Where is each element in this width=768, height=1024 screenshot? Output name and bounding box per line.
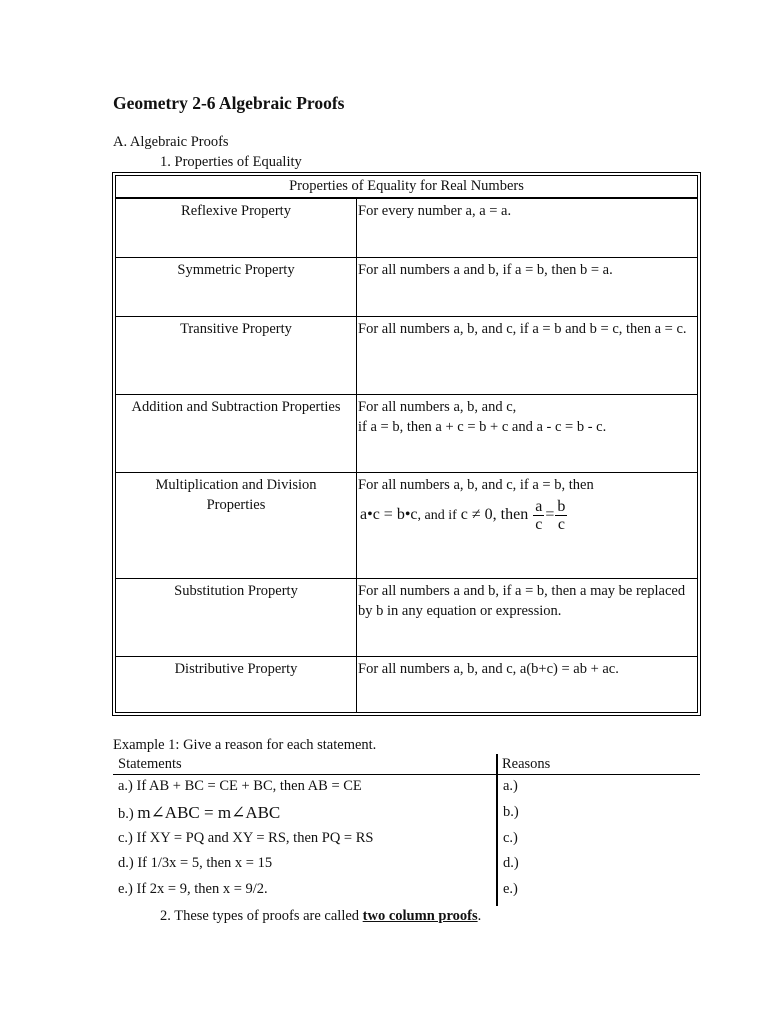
- fraction-b-over-c: [555, 498, 567, 533]
- properties-table-inner: [115, 175, 698, 713]
- property-description: For all numbers a and b, if a = b, then b = a.: [358, 262, 613, 278]
- formula-product: a•c = b•c: [360, 505, 418, 523]
- statement-b: [118, 803, 280, 823]
- statement-c: c.) If XY = PQ and XY = RS, then PQ = RS: [118, 830, 374, 846]
- property-name: Reflexive Property: [181, 203, 291, 219]
- table-row: [116, 317, 697, 395]
- property-description: For every number a, a = a.: [358, 203, 512, 219]
- statements-header: Statements: [118, 756, 182, 772]
- reason-a: a.): [503, 778, 518, 794]
- property-name: Addition and Subtraction Properties: [131, 399, 341, 415]
- desc-line-1: For all numbers a, b, and c,: [358, 399, 517, 415]
- desc-line-2: if a = b, then a + c = b + c and a - c = b - c.: [358, 418, 607, 435]
- denominator: c: [557, 515, 565, 533]
- table-row: [116, 657, 697, 714]
- closing-bold: two column proofs: [362, 908, 478, 924]
- closing-statement: [160, 908, 481, 925]
- reason-c: c.): [503, 830, 518, 846]
- table-header: Properties of Equality for Real Numbers: [116, 176, 697, 199]
- closing-prefix: 2. These types of proofs are called: [160, 908, 363, 924]
- property-description: For all numbers a and b, if a = b, then a may be replaced by b in any equation or expression.: [358, 583, 686, 619]
- property-name: Distributive Property: [174, 661, 298, 677]
- column-divider: [496, 754, 498, 906]
- statement-label: b.): [118, 806, 134, 822]
- numerator: b: [557, 497, 566, 515]
- formula-condition: c ≠ 0, then: [460, 505, 529, 523]
- numerator: a: [535, 497, 543, 515]
- table-row: [116, 473, 697, 579]
- formula-equals: =: [545, 505, 555, 523]
- table-row: [116, 258, 697, 317]
- property-name: Transitive Property: [180, 321, 292, 337]
- reasons-header: Reasons: [502, 756, 551, 772]
- properties-table: [112, 172, 701, 716]
- desc-text: For all numbers a, b, and c, if a = b, then: [358, 477, 594, 493]
- property-description: [358, 398, 693, 437]
- table-row: [116, 579, 697, 657]
- property-name: Substitution Property: [174, 583, 298, 599]
- denominator: c: [535, 515, 543, 533]
- property-name: Symmetric Property: [177, 262, 295, 278]
- fraction-a-over-c: [533, 498, 544, 533]
- reason-e: e.): [503, 881, 518, 897]
- formula-and: , and if: [417, 507, 457, 523]
- section-heading: A. Algebraic Proofs: [113, 134, 229, 150]
- example-title: Example 1: Give a reason for each statement.: [113, 737, 377, 753]
- statement-a: a.) If AB + BC = CE + BC, then AB = CE: [118, 778, 362, 794]
- reason-b: b.): [503, 804, 519, 820]
- property-description: For all numbers a, b, and c, a(b+c) = ab + ac.: [358, 661, 619, 677]
- statement-d: d.) If 1/3x = 5, then x = 15: [118, 855, 273, 871]
- page-title: Geometry 2-6 Algebraic Proofs: [113, 93, 345, 113]
- header-divider: [113, 774, 700, 775]
- property-description: [358, 476, 693, 533]
- property-name: Multiplication and Division Properties: [155, 477, 317, 513]
- math-formula: [358, 498, 693, 533]
- angle-equation: m∠ABC = m∠ABC: [137, 803, 281, 822]
- subsection-heading: 1. Properties of Equality: [160, 154, 302, 170]
- reason-d: d.): [503, 855, 519, 871]
- statement-e: e.) If 2x = 9, then x = 9/2.: [118, 881, 268, 897]
- closing-suffix: .: [477, 908, 482, 924]
- table-row: [116, 395, 697, 473]
- property-description: For all numbers a, b, and c, if a = b and b = c, then a = c.: [358, 321, 687, 337]
- table-row: [116, 199, 697, 258]
